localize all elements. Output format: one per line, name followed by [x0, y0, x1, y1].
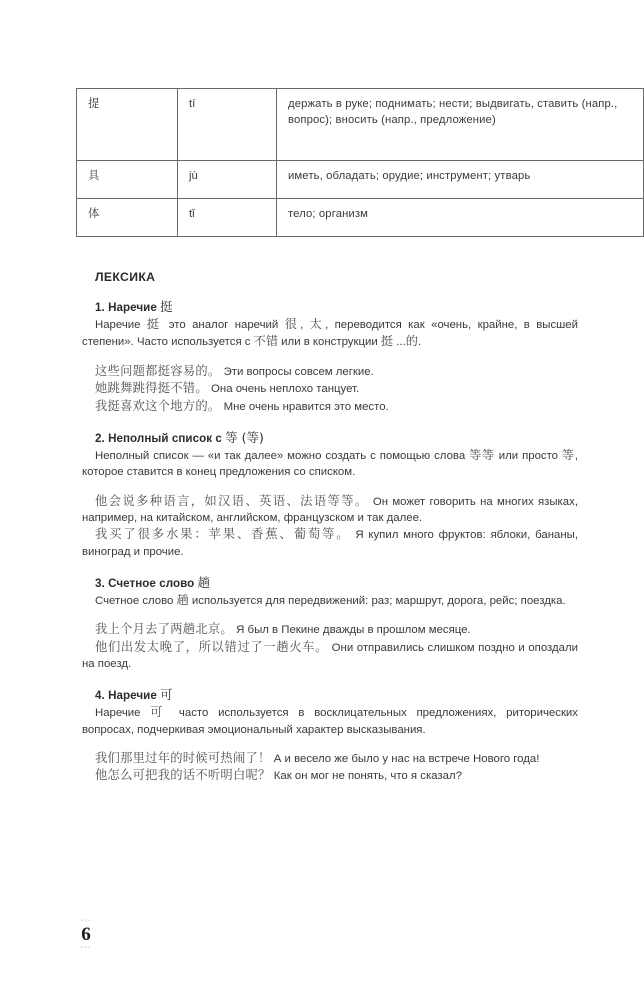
vocabulary-table-body: [77, 89, 644, 237]
entry-explanation: Счетное слово 趟 используется для передвижений: раз; маршрут, дорога, рейс; поездка.: [95, 592, 566, 607]
cell-hanzi: 提: [77, 89, 178, 161]
cell-meaning: тело; организм: [277, 199, 644, 237]
entry-examples: [82, 363, 578, 415]
entry-heading: [95, 573, 578, 591]
example-sentence: 他会说多种语言，如汉语、英语、法语等等。 Он может говорить на многих языках, например, на китайском, английском, французском и так далее.: [82, 493, 578, 524]
cell-hanzi: 具: [77, 161, 178, 199]
lexis-section: [82, 270, 578, 785]
entry-heading: [95, 428, 578, 446]
cell-meaning: держать в руке; поднимать; нести; выдвигать, ставить (напр., вопрос); вносить (напр., предложение): [277, 89, 644, 161]
entry-explanation: Наречие 挺 это аналог наречий 很, 太, переводится как «очень, крайне, в высшей степени». Часто используется с 不错 или в конструкции 挺 ...的.: [82, 317, 578, 349]
example-sentence: 我挺喜欢这个地方的。 Мне очень нравится это место.: [95, 398, 389, 413]
lexis-entry: [82, 573, 578, 672]
entry-heading-prefix: 2. Неполный список с: [95, 432, 226, 446]
entry-heading-prefix: 3. Счетное слово: [95, 576, 198, 590]
example-sentence: 她跳舞跳得挺不错。 Она очень неплохо танцует.: [95, 381, 360, 396]
example-sentence: 我上个月去了两趟北京。 Я был в Пекине дважды в прошлом месяце.: [95, 622, 471, 637]
table-row: [77, 199, 644, 237]
example-sentence: 我们那里过年的时候可热闹了！ А и весело же было у нас на встрече Нового года!: [95, 750, 540, 765]
example-sentence: 他们出发太晚了，所以错过了一趟火车。 Они отправились слишком поздно и опоздали на поезд.: [82, 639, 578, 671]
lexis-entry: [82, 297, 578, 415]
cell-pinyin: tí: [178, 89, 277, 161]
entry-heading: [95, 297, 578, 315]
lexis-entry: [82, 428, 578, 560]
cell-pinyin: tǐ: [178, 199, 277, 237]
vocabulary-table: [76, 88, 644, 237]
example-sentence: 他怎么可把我的话不听明白呢？ Как он мог не понять, что я сказал?: [95, 768, 462, 783]
example-sentence: 我买了很多水果：苹果、香蕉、葡萄等。 Я купил много фруктов: яблоки, бананы, виноград и прочие.: [82, 527, 578, 558]
entry-examples: [82, 750, 578, 785]
entry-heading-prefix: 1. Наречие: [95, 301, 161, 314]
entry-heading-prefix: 4. Наречие: [95, 689, 161, 703]
folio-ornament-top: ···: [80, 917, 92, 924]
page-folio: [66, 918, 106, 951]
entry-explanation: Неполный список — «и так далее» можно создать с помощью слова 等等 или просто 等, которое ставится в конец предложения со списком.: [82, 448, 579, 479]
entry-heading: [95, 685, 578, 703]
entry-examples: [82, 621, 578, 672]
folio-ornament-bottom: ···: [80, 944, 92, 951]
lexis-entry: [82, 685, 578, 784]
section-title-lexis: ЛЕКСИКА: [95, 270, 156, 284]
cell-pinyin: jù: [178, 161, 277, 199]
cell-hanzi: 体: [77, 199, 178, 237]
entry-heading-hanzi: 挺: [160, 299, 173, 314]
entry-heading-hanzi: 可: [160, 687, 173, 703]
entry-heading-hanzi: 趟: [197, 574, 211, 590]
page-number: 6: [81, 924, 91, 945]
cell-meaning: иметь, обладать; орудие; инструмент; утварь: [277, 161, 644, 199]
entry-examples: [82, 493, 578, 560]
table-row: [77, 89, 644, 161]
entry-heading-hanzi: 等 (等): [225, 430, 264, 446]
entry-explanation: Наречие 可 часто используется в восклицательных предложениях, риторических вопросах, подчеркивая эмоциональный характер высказывания.: [82, 705, 578, 736]
example-sentence: 这些问题都挺容易的。 Эти вопросы совсем легкие.: [95, 363, 374, 378]
table-row: [77, 161, 644, 199]
